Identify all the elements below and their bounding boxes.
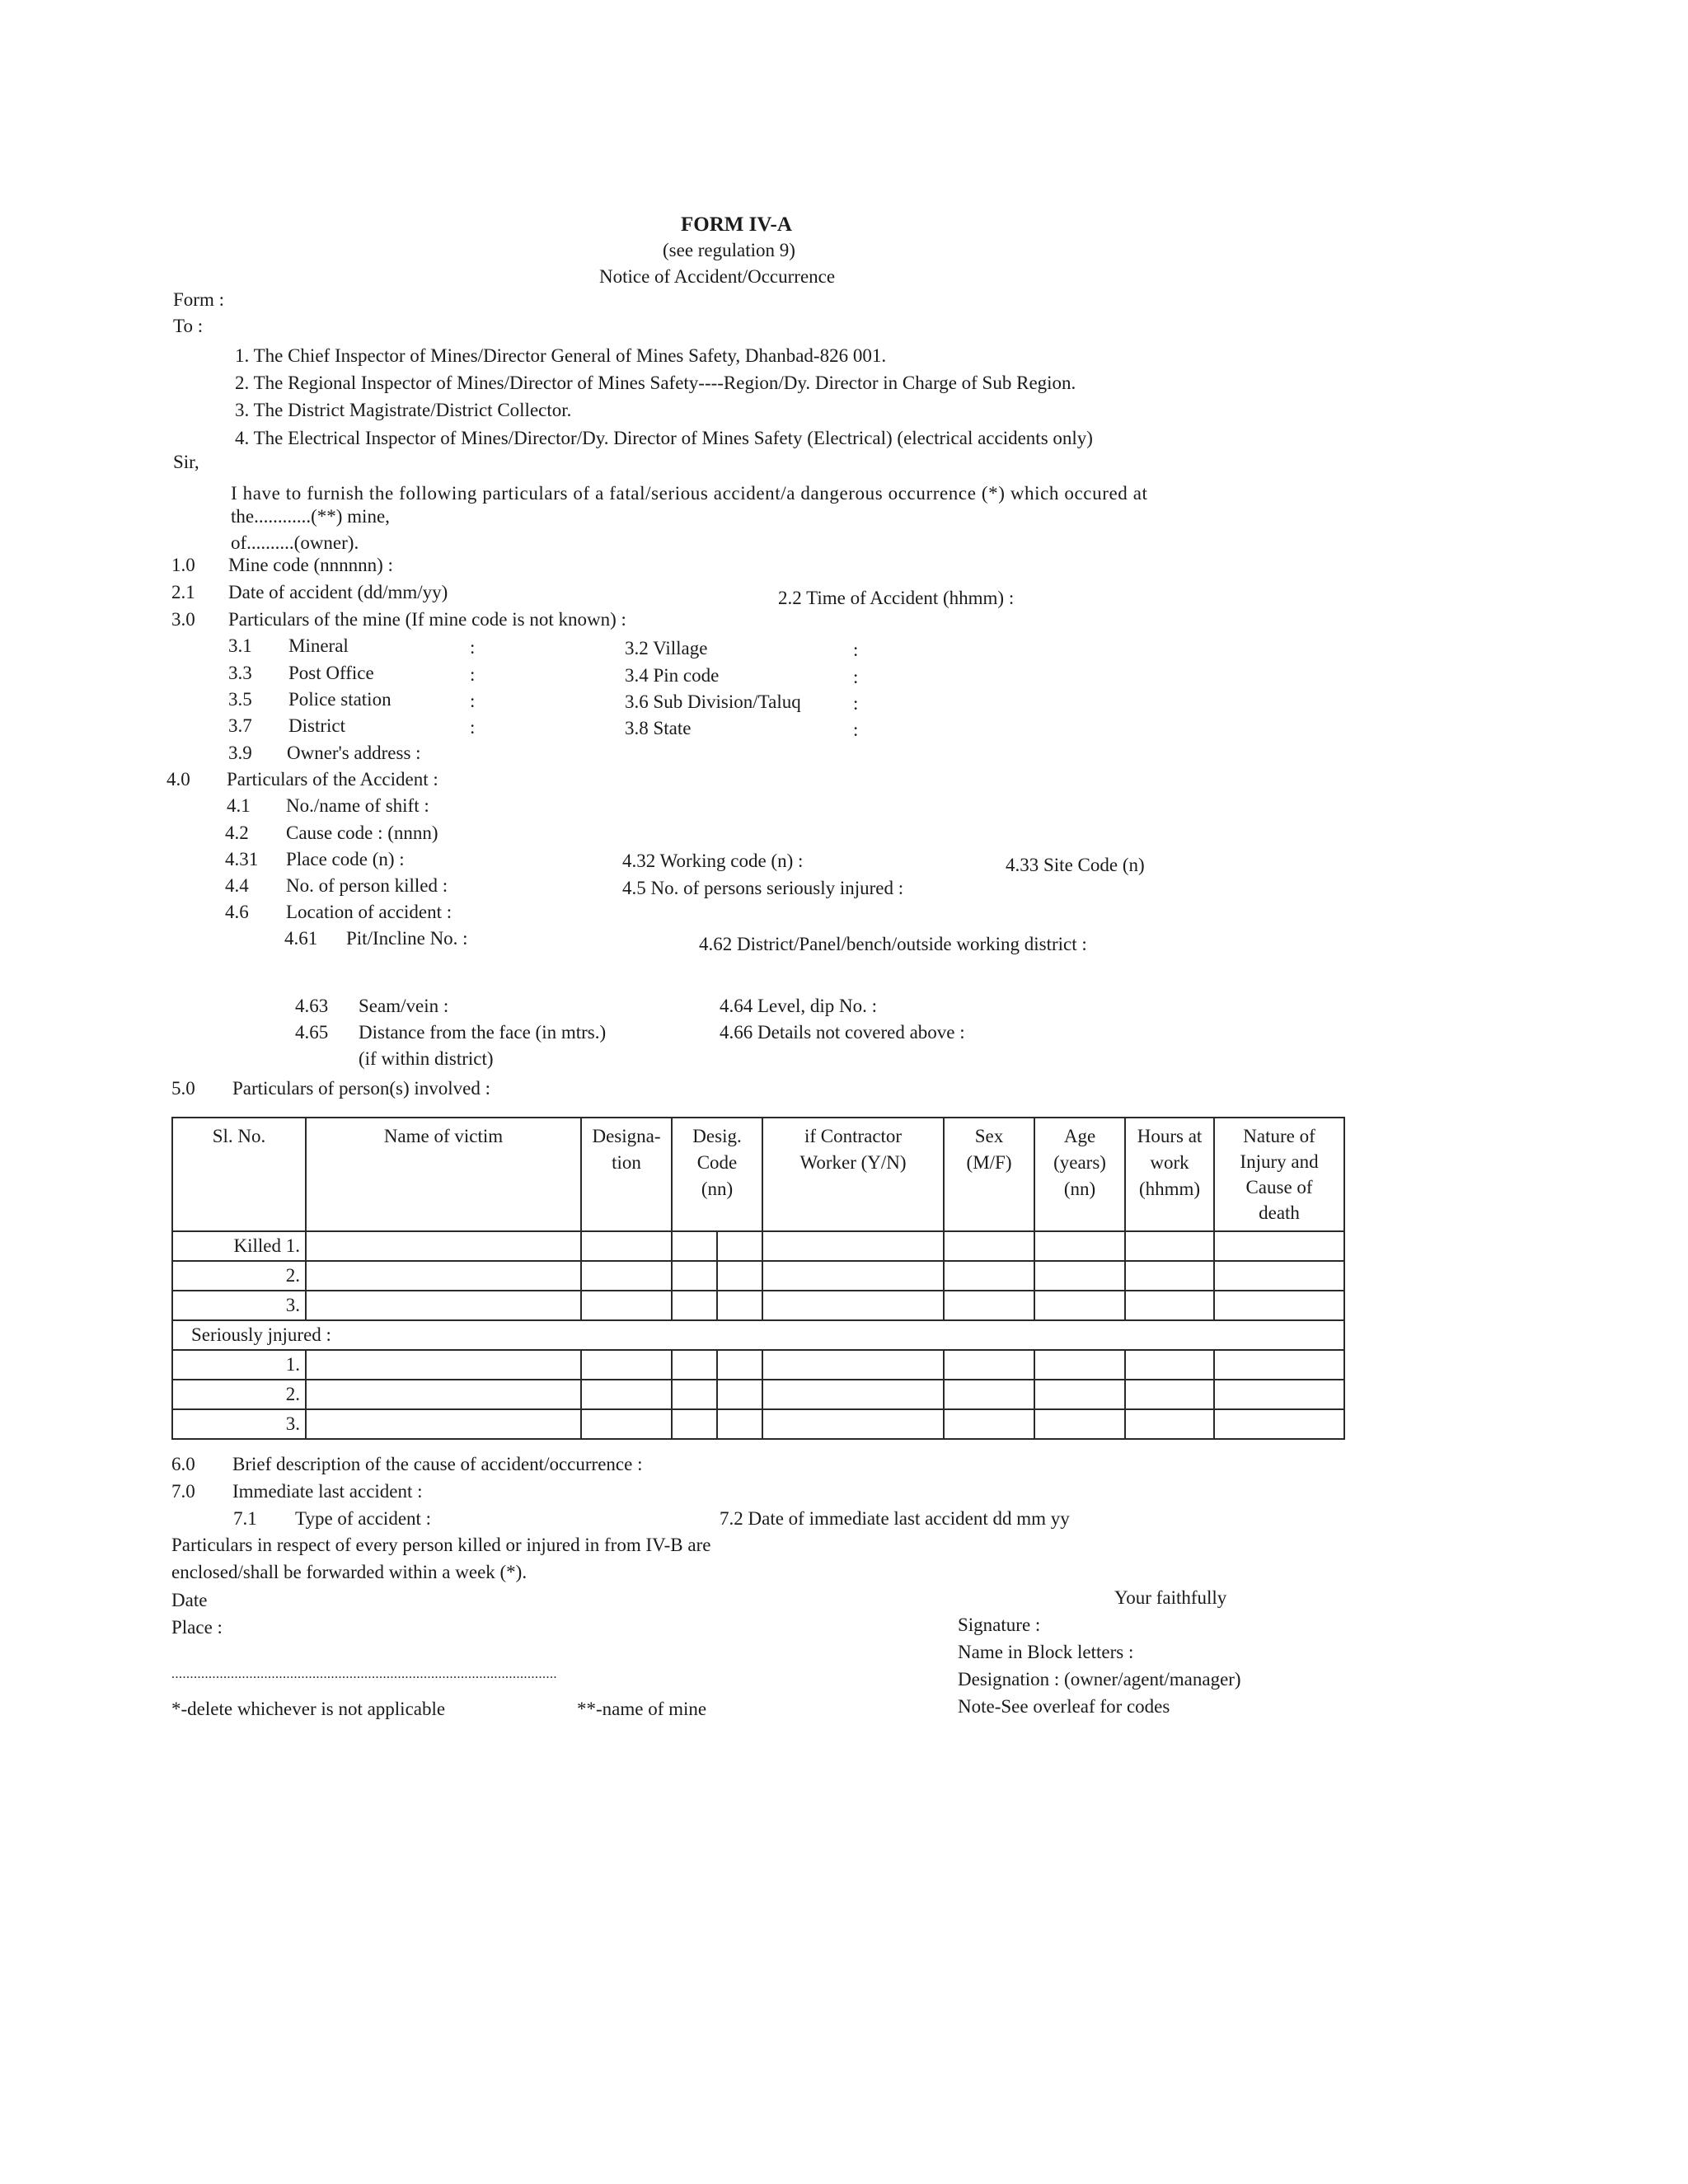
mine-name-note: **-name of mine — [577, 1699, 707, 1719]
designation-cell[interactable] — [581, 1409, 672, 1439]
last-accident-label: Immediate last accident : — [232, 1481, 423, 1502]
from-label: Form : — [173, 289, 224, 310]
desig-code-cell[interactable] — [672, 1291, 717, 1320]
shift-label: No./name of shift : — [286, 795, 429, 816]
seriously-injured-label: 4.5 No. of persons seriously injured : — [622, 878, 904, 898]
nature-cell[interactable] — [1214, 1409, 1344, 1439]
desig-code-cell[interactable] — [672, 1350, 717, 1380]
designation-cell[interactable] — [581, 1350, 672, 1380]
killed-label: Killed 1. — [172, 1231, 306, 1261]
row-number: 2. — [172, 1380, 306, 1409]
item-number: 6.0 — [171, 1454, 195, 1474]
contractor-cell[interactable] — [762, 1350, 944, 1380]
mineral-label: Mineral — [288, 635, 349, 656]
hours-cell[interactable] — [1125, 1350, 1214, 1380]
item-number: 1.0 — [171, 555, 195, 575]
header-desig-code: Desig. Code (nn) — [672, 1118, 762, 1231]
contractor-cell[interactable] — [762, 1409, 944, 1439]
within-district-label: (if within district) — [359, 1048, 494, 1069]
item-number: 4.6 — [225, 902, 249, 922]
desig-code-cell[interactable] — [717, 1350, 762, 1380]
hours-cell[interactable] — [1125, 1409, 1214, 1439]
age-cell[interactable] — [1034, 1261, 1125, 1291]
persons-involved-label: Particulars of person(s) involved : — [232, 1078, 490, 1099]
desig-code-cell[interactable] — [672, 1380, 717, 1409]
desig-code-cell[interactable] — [672, 1261, 717, 1291]
colon: : — [470, 717, 476, 738]
row-number: 1. — [172, 1350, 306, 1380]
nature-cell[interactable] — [1214, 1231, 1344, 1261]
police-station-label: Police station — [288, 689, 392, 710]
header-contractor: if Contractor Worker (Y/N) — [762, 1118, 944, 1231]
hours-cell[interactable] — [1125, 1291, 1214, 1320]
mine-particulars-label: Particulars of the mine (If mine code is not known) : — [228, 609, 626, 630]
table-row — [172, 1409, 1344, 1439]
contractor-cell[interactable] — [762, 1291, 944, 1320]
intro-line-2: the............(**) mine, — [231, 506, 390, 527]
nature-cell[interactable] — [1214, 1291, 1344, 1320]
nature-cell[interactable] — [1214, 1380, 1344, 1409]
date-last-accident-label: 7.2 Date of immediate last accident dd mm yy — [720, 1508, 1070, 1529]
designation-cell[interactable] — [581, 1291, 672, 1320]
designation-label: Designation : (owner/agent/manager) — [958, 1669, 1241, 1690]
owner-address-label: Owner's address : — [287, 743, 421, 763]
item-number: 4.2 — [225, 823, 249, 843]
desig-code-cell[interactable] — [717, 1291, 762, 1320]
contractor-cell[interactable] — [762, 1261, 944, 1291]
particulars-line-1: Particulars in respect of every person killed or injured in from IV-B are — [171, 1535, 711, 1555]
desig-code-cell[interactable] — [717, 1261, 762, 1291]
header-name: Name of victim — [306, 1118, 581, 1231]
signature-label: Signature : — [958, 1615, 1041, 1635]
designation-cell[interactable] — [581, 1261, 672, 1291]
distance-face-label: Distance from the face (in mtrs.) — [359, 1022, 607, 1043]
recipient-1: 1. The Chief Inspector of Mines/Director General of Mines Safety, Dhanbad-826 001. — [235, 345, 887, 366]
recipient-4: 4. The Electrical Inspector of Mines/Director/Dy. Director of Mines Safety (Electrical) (electrical accidents only) — [235, 428, 1093, 448]
victim-name-cell[interactable] — [306, 1291, 581, 1320]
yours-faithfully: Your faithfully — [1114, 1587, 1227, 1608]
item-number: 3.1 — [228, 635, 252, 656]
desig-code-cell[interactable] — [717, 1409, 762, 1439]
pin-code-label: 3.4 Pin code — [625, 665, 720, 686]
desig-code-cell[interactable] — [672, 1231, 717, 1261]
row-number: 3. — [172, 1291, 306, 1320]
header-sex: Sex (M/F) — [944, 1118, 1034, 1231]
victims-table — [171, 1117, 1345, 1440]
place-label: Place : — [171, 1617, 223, 1638]
table-header-row — [172, 1118, 1344, 1231]
form-heading: Notice of Accident/Occurrence — [599, 266, 836, 287]
item-number: 7.1 — [233, 1508, 257, 1529]
colon: : — [853, 667, 859, 687]
item-number: 3.5 — [228, 689, 252, 710]
table-row — [172, 1261, 1344, 1291]
hours-cell[interactable] — [1125, 1380, 1214, 1409]
hours-cell[interactable] — [1125, 1231, 1214, 1261]
recipient-3: 3. The District Magistrate/District Collector. — [235, 400, 572, 420]
contractor-cell[interactable] — [762, 1231, 944, 1261]
persons-killed-label: No. of person killed : — [286, 875, 448, 896]
recipient-2: 2. The Regional Inspector of Mines/Director of Mines Safety----Region/Dy. Director in Charge of Sub Region. — [235, 373, 1076, 393]
district-panel-label: 4.62 District/Panel/bench/outside working district : — [699, 934, 1087, 954]
nature-cell[interactable] — [1214, 1261, 1344, 1291]
sex-cell[interactable] — [944, 1350, 1034, 1380]
state-label: 3.8 State — [625, 718, 692, 738]
location-label: Location of accident : — [286, 902, 452, 922]
item-number: 3.9 — [228, 743, 252, 763]
item-number: 3.0 — [171, 609, 195, 630]
form-title: FORM IV-A — [681, 213, 792, 236]
sub-division-label: 3.6 Sub Division/Taluq — [625, 691, 801, 712]
colon: : — [470, 637, 476, 658]
item-number: 7.0 — [171, 1481, 195, 1502]
colon: : — [853, 640, 859, 660]
sex-cell[interactable] — [944, 1291, 1034, 1320]
item-number: 4.31 — [225, 849, 259, 869]
date-accident-label: Date of accident (dd/mm/yy) — [228, 582, 448, 602]
mine-code-label: Mine code (nnnnnn) : — [228, 555, 393, 575]
type-accident-label: Type of accident : — [295, 1508, 432, 1529]
victim-name-cell[interactable] — [306, 1261, 581, 1291]
form-subtitle: (see regulation 9) — [663, 240, 795, 260]
age-cell[interactable] — [1034, 1291, 1125, 1320]
post-office-label: Post Office — [288, 663, 374, 683]
victim-name-cell[interactable] — [306, 1350, 581, 1380]
victim-name-cell[interactable] — [306, 1380, 581, 1409]
sex-cell[interactable] — [944, 1380, 1034, 1409]
pit-incline-label: Pit/Incline No. : — [346, 928, 468, 949]
table-row — [172, 1320, 1344, 1350]
table-row — [172, 1380, 1344, 1409]
item-number: 3.3 — [228, 663, 252, 683]
seam-vein-label: Seam/vein : — [359, 996, 449, 1016]
desig-code-cell[interactable] — [672, 1409, 717, 1439]
age-cell[interactable] — [1034, 1231, 1125, 1261]
sex-cell[interactable] — [944, 1261, 1034, 1291]
contractor-cell[interactable] — [762, 1380, 944, 1409]
cause-code-label: Cause code : (nnnn) — [286, 823, 438, 843]
table-row — [172, 1291, 1344, 1320]
colon: : — [853, 719, 859, 740]
item-number: 4.4 — [225, 875, 249, 896]
delete-note: *-delete whichever is not applicable — [171, 1699, 446, 1719]
working-code-label: 4.32 Working code (n) : — [622, 851, 804, 871]
header-sl-no: Sl. No. — [172, 1118, 306, 1231]
place-code-label: Place code (n) : — [286, 849, 405, 869]
item-number: 4.0 — [166, 769, 190, 790]
row-number: 3. — [172, 1409, 306, 1439]
block-letters-label: Name in Block letters : — [958, 1642, 1134, 1662]
note-codes: Note-See overleaf for codes — [958, 1696, 1170, 1717]
header-age: Age (years) (nn) — [1034, 1118, 1125, 1231]
site-code-label: 4.33 Site Code (n) — [1006, 855, 1145, 875]
item-number: 2.1 — [171, 582, 195, 602]
colon: : — [470, 691, 476, 711]
sex-cell[interactable] — [944, 1409, 1034, 1439]
salutation: Sir, — [173, 452, 199, 472]
date-label: Date — [171, 1590, 208, 1610]
colon: : — [470, 664, 476, 685]
to-label: To : — [173, 316, 204, 336]
item-number: 5.0 — [171, 1078, 195, 1099]
victim-name-cell[interactable] — [306, 1231, 581, 1261]
header-designation: Designa- tion — [581, 1118, 672, 1231]
accident-particulars-label: Particulars of the Accident : — [227, 769, 438, 790]
intro-line-1: I have to furnish the following particulars of a fatal/serious accident/a dangerous occurrence (*) which occured at — [231, 483, 1148, 504]
table-row — [172, 1350, 1344, 1380]
injured-label: Seriously jnjured : — [172, 1320, 1344, 1350]
table-row — [172, 1231, 1344, 1261]
header-nature: Nature of Injury and Cause of death — [1214, 1118, 1344, 1231]
sex-cell[interactable] — [944, 1231, 1034, 1261]
victim-name-cell[interactable] — [306, 1409, 581, 1439]
district-label: District — [288, 715, 345, 736]
particulars-line-2: enclosed/shall be forwarded within a week (*). — [171, 1562, 528, 1582]
nature-cell[interactable] — [1214, 1350, 1344, 1380]
colon: : — [853, 693, 859, 714]
brief-description-label: Brief description of the cause of accident/occurrence : — [232, 1454, 643, 1474]
item-number: 3.7 — [228, 715, 252, 736]
item-number: 4.61 — [284, 928, 318, 949]
item-number: 4.1 — [227, 795, 251, 816]
age-cell[interactable] — [1034, 1409, 1125, 1439]
row-number: 2. — [172, 1261, 306, 1291]
age-cell[interactable] — [1034, 1380, 1125, 1409]
age-cell[interactable] — [1034, 1350, 1125, 1380]
desig-code-cell[interactable] — [717, 1231, 762, 1261]
level-dip-label: 4.64 Level, dip No. : — [720, 996, 877, 1016]
designation-cell[interactable] — [581, 1380, 672, 1409]
item-number: 4.65 — [295, 1022, 329, 1043]
hours-cell[interactable] — [1125, 1261, 1214, 1291]
header-hours: Hours at work (hhmm) — [1125, 1118, 1214, 1231]
village-label: 3.2 Village — [625, 638, 708, 658]
intro-line-3: of..........(owner). — [231, 532, 359, 553]
desig-code-cell[interactable] — [717, 1380, 762, 1409]
dotted-line: ........................................................................................................ — [171, 1667, 557, 1681]
item-number: 4.63 — [295, 996, 329, 1016]
time-accident-label: 2.2 Time of Accident (hhmm) : — [778, 588, 1015, 608]
designation-cell[interactable] — [581, 1231, 672, 1261]
details-not-covered-label: 4.66 Details not covered above : — [720, 1022, 965, 1043]
